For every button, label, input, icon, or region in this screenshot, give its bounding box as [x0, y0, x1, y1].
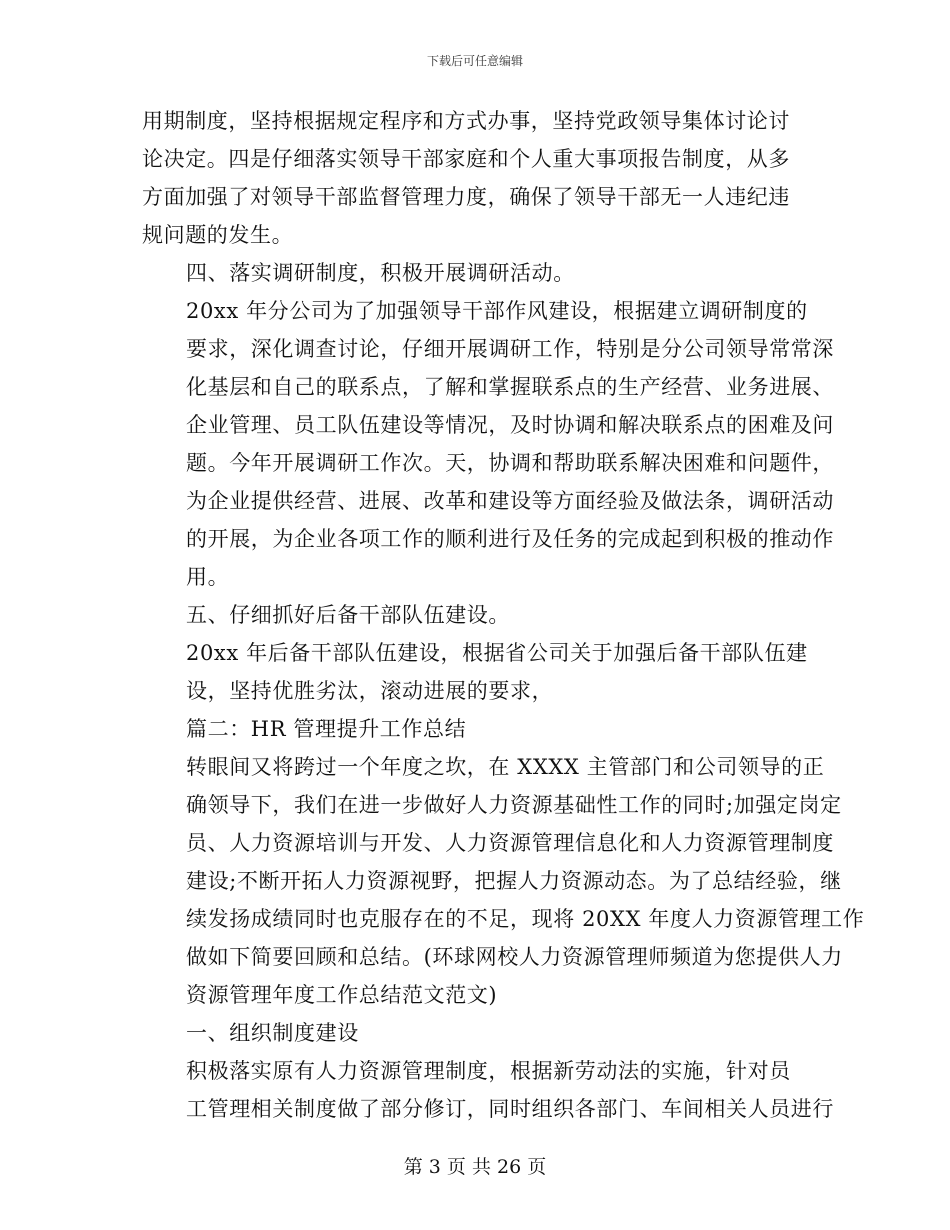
- paragraph: [142, 292, 834, 596]
- paragraph-line: 企业管理、员工队伍建设等情况，及时协调和解决联系点的困难及问: [186, 413, 834, 437]
- paragraph-line: 积极落实原有人力资源管理制度，根据新劳动法的实施，针对员: [186, 1059, 791, 1083]
- paragraph: [142, 102, 808, 254]
- paragraph-line: 为企业提供经营、进展、改革和建设等方面经验及做法条，调研活动: [186, 489, 834, 513]
- paragraph-line: 四、落实调研制度，积极开展调研活动。: [186, 261, 575, 285]
- page-footer: 第 3 页 共 26 页: [403, 1156, 547, 1178]
- paragraph-line: 的开展，为企业各项工作的顺利进行及任务的完成起到积极的推动作: [186, 527, 834, 551]
- paragraph: [142, 748, 865, 1014]
- paragraph-line: 建设;不断开拓人力资源视野，把握人力资源动态。为了总结经验，继: [186, 869, 842, 893]
- paragraph-line: 五、仔细抓好后备干部队伍建设。: [186, 603, 510, 627]
- paragraph-line: 方面加强了对领导干部监督管理力度，确保了领导干部无一人违纪违: [142, 185, 790, 209]
- paragraph-line: 确领导下，我们在进一步做好人力资源基础性工作的同时;加强定岗定: [186, 793, 842, 817]
- paragraph-line: 篇二：HR 管理提升工作总结: [186, 717, 467, 741]
- document-body: [142, 102, 865, 1128]
- paragraph-line: 资源管理年度工作总结范文范文): [186, 983, 498, 1007]
- paragraph: [142, 596, 808, 634]
- paragraph-line: 设，坚持优胜劣汰，滚动进展的要求，: [186, 679, 554, 703]
- paragraph-line: 做如下简要回顾和总结。(环球网校人力资源管理师频道为您提供人力: [186, 945, 843, 969]
- paragraph-line: 20xx 年后备干部队伍建设，根据省公司关于加强后备干部队伍建: [186, 641, 808, 665]
- paragraph-line: 用期制度，坚持根据规定程序和方式办事，坚持党政领导集体讨论讨: [142, 109, 790, 133]
- paragraph-line: 一、组织制度建设: [186, 1021, 359, 1045]
- paragraph-line: 要求，深化调查讨论，仔细开展调研工作，特别是分公司领导常常深: [186, 337, 834, 361]
- paragraph-line: 规问题的发生。: [142, 223, 294, 247]
- paragraph: [142, 710, 808, 748]
- paragraph-line: 题。今年开展调研工作次。天，协调和帮助联系解决困难和问题件，: [186, 451, 834, 475]
- paragraph-line: 用。: [186, 565, 230, 589]
- paragraph-line: 续发扬成绩同时也克服存在的不足，现将 20XX 年度人力资源管理工作: [186, 907, 865, 931]
- paragraph: [142, 1052, 834, 1128]
- page-header: 下载后可任意编辑: [426, 54, 523, 68]
- paragraph: [142, 254, 808, 292]
- paragraph-line: 转眼间又将跨过一个年度之坎，在 XXXX 主管部门和公司领导的正: [186, 755, 825, 779]
- paragraph-line: 员、人力资源培训与开发、人力资源管理信息化和人力资源管理制度: [186, 831, 834, 855]
- paragraph-line: 工管理相关制度做了部分修订，同时组织各部门、车间相关人员进行: [186, 1097, 834, 1121]
- paragraph-line: 论决定。四是仔细落实领导干部家庭和个人重大事项报告制度，从多: [142, 147, 790, 171]
- paragraph-line: 化基层和自己的联系点，了解和掌握联系点的生产经营、业务进展、: [186, 375, 834, 399]
- paragraph: [142, 1014, 808, 1052]
- paragraph-line: 20xx 年分公司为了加强领导干部作风建设，根据建立调研制度的: [186, 299, 808, 323]
- paragraph: [142, 634, 808, 710]
